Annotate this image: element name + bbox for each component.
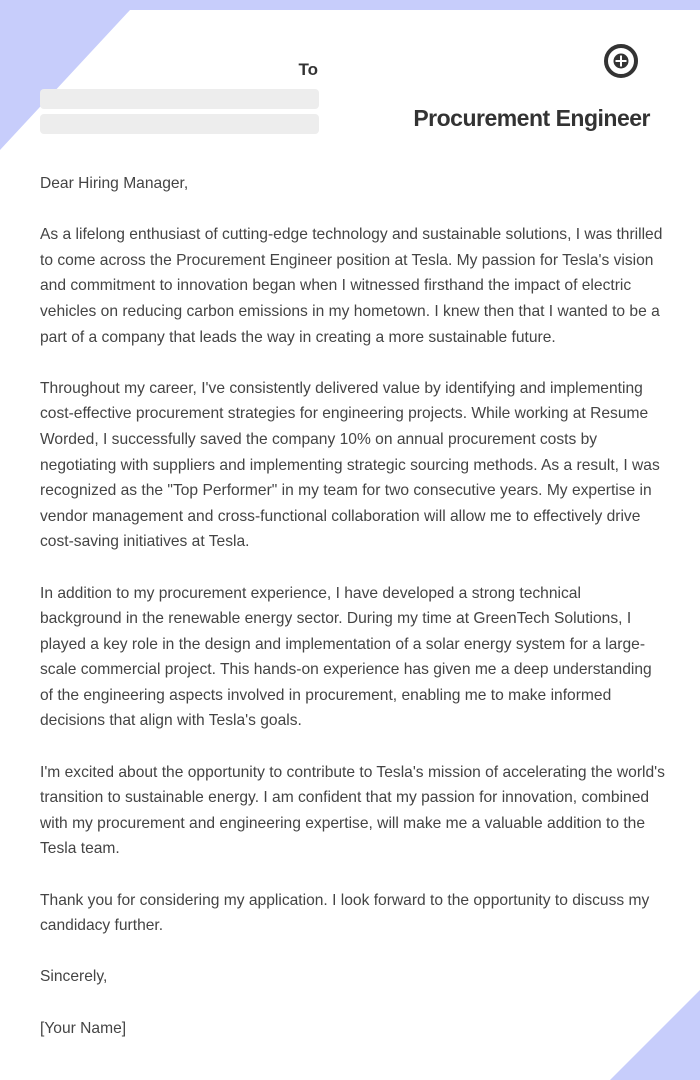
paragraph-5: Thank you for considering my application. I look forward to the opportunity to discuss my candidacy further. (40, 891, 650, 935)
letter-page (0, 10, 700, 1080)
recipient-address-line-1 (40, 89, 319, 109)
paragraph-3: In addition to my procurement experience, I have developed a strong technical background in the renewable energy sector. During my time at GreenTech Solutions, I played a key role in the design and implementation of a solar energy system for a large-scale commercial project. This hands-on experience has given me a deep understanding of the engineering aspects involved in procurement, enabling me to make informed decisions that align with Tesla's goals. (40, 584, 652, 730)
signature: [Your Name] (40, 1019, 127, 1037)
greeting: Dear Hiring Manager, (40, 175, 189, 192)
job-title: Procurement Engineer (413, 105, 650, 131)
paragraph-4: I'm excited about the opportunity to contribute to Tesla's mission of accelerating the world's transition to sustainable energy. I am confident that my passion for innovation, combined with my procurement and engineering expertise, will make me a valuable addition to the Tesla team. (40, 763, 665, 858)
target-icon (604, 44, 638, 78)
letter-body (40, 171, 665, 1067)
recipient-address-line-2 (40, 114, 319, 134)
paragraph-1: As a lifelong enthusiast of cutting-edge technology and sustainable solutions, I was thrilled to come across the Procurement Engineer position at Tesla. My passion for Tesla's vision and commitment to innovation began when I witnessed firsthand the impact of electric vehicles on reducing carbon emissions in my hometown. I knew then that I wanted to be a part of a company that leads the way in creating a more sustainable future. (40, 226, 663, 346)
closing: Sincerely, (40, 968, 108, 986)
to-label: To (298, 60, 318, 79)
paragraph-2: Throughout my career, I've consistently delivered value by identifying and implementing cost-effective procurement strategies for engineering projects. While working at Resume Worded, I successfully saved the company 10% on annual procurement costs by negotiating with suppliers and implementing strategic sourcing methods. As a result, I was recognized as the "Top Performer" in my team for two consecutive years. My expertise in vendor management and cross-functional collaboration will allow me to effectively drive cost-saving initiatives at Tesla. (40, 379, 660, 551)
